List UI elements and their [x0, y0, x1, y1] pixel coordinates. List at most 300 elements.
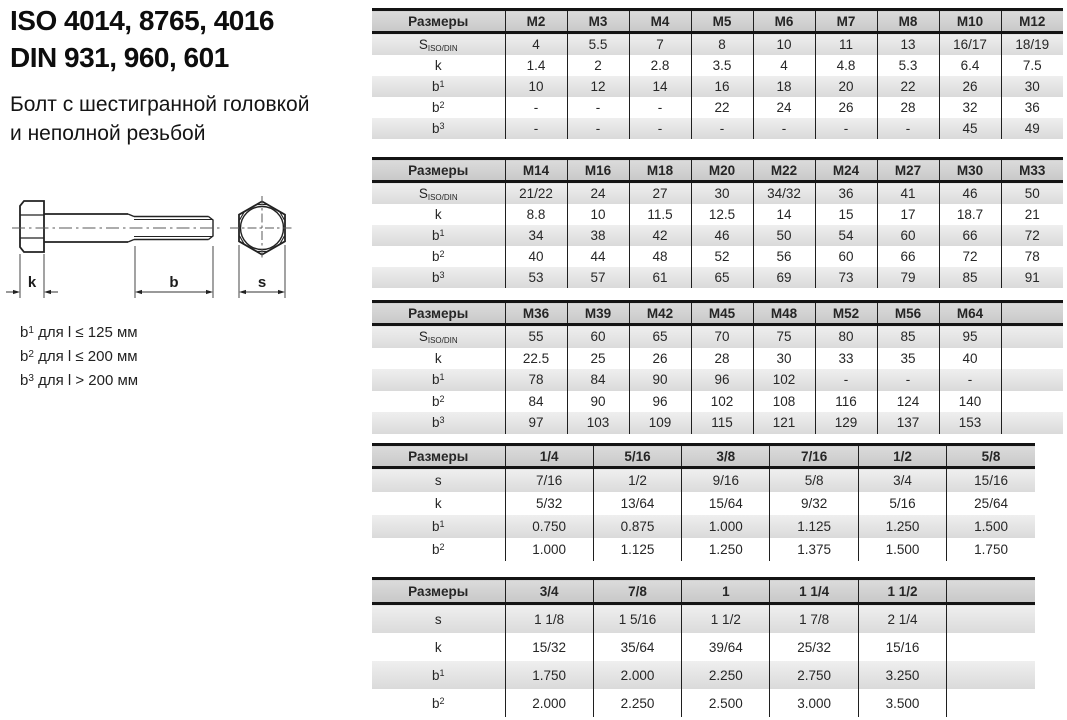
row-label: s — [372, 604, 505, 634]
table-row — [372, 348, 1063, 370]
row-label: $b^2$ — [431, 542, 445, 557]
value-cell: 26 — [815, 97, 877, 118]
value-cell: 1.500 — [858, 538, 946, 561]
value-cell: 80 — [815, 325, 877, 348]
row-label: $b^2$ — [431, 393, 445, 409]
value-cell: 22.5 — [505, 348, 567, 370]
product-subtitle — [10, 90, 309, 148]
value-cell: 22 — [877, 76, 939, 97]
value-cell: 3.250 — [858, 661, 946, 689]
b-arrowhead-left — [135, 290, 142, 294]
value-cell: 50 — [753, 225, 815, 246]
value-cell: 38 — [567, 225, 629, 246]
value-cell: 137 — [877, 412, 939, 434]
value-cell: 21/22 — [505, 182, 567, 205]
table-row — [372, 225, 1063, 246]
bolt-head-facet-lines — [20, 215, 44, 238]
value-cell: 129 — [815, 412, 877, 434]
value-cell: 17 — [877, 204, 939, 225]
bolt-head-outline — [20, 201, 44, 252]
value-cell: 124 — [877, 391, 939, 413]
value-cell: 73 — [815, 267, 877, 288]
value-cell: 69 — [753, 267, 815, 288]
value-cell: 1.750 — [947, 538, 1035, 561]
value-cell: 14 — [629, 76, 691, 97]
s-arrowhead-left — [239, 290, 246, 294]
value-cell: 21 — [1001, 204, 1063, 225]
value-cell: 11 — [815, 33, 877, 56]
value-cell: 1.375 — [770, 538, 858, 561]
empty-cell — [947, 661, 1035, 689]
standards-title-din: DIN 931, 960, 601 — [10, 42, 229, 73]
value-cell: - — [877, 369, 939, 391]
value-cell: 46 — [939, 182, 1001, 205]
row-label: $b^1$ — [372, 369, 505, 391]
value-cell: 10 — [753, 33, 815, 56]
table-row — [372, 76, 1063, 97]
value-cell: 6.4 — [939, 55, 1001, 76]
table-header-row — [372, 445, 1035, 468]
empty-cell — [1001, 369, 1063, 391]
value-cell: 60 — [815, 246, 877, 267]
row-label: $b^2$ — [431, 100, 445, 115]
value-cell: 65 — [691, 267, 753, 288]
column-header-1: 1 — [682, 579, 770, 604]
bolt-end-view — [230, 196, 294, 260]
row-label: $b^2$ — [431, 249, 445, 264]
value-cell: 20 — [815, 76, 877, 97]
value-cell: 109 — [629, 412, 691, 434]
value-cell: 1.500 — [947, 515, 1035, 538]
value-cell: 15/32 — [505, 633, 593, 661]
column-header-m22: M22 — [753, 159, 815, 182]
value-cell: - — [815, 118, 877, 139]
k-dim-label: k — [27, 274, 37, 291]
value-cell: 9/16 — [682, 468, 770, 493]
value-cell: - — [877, 118, 939, 139]
value-cell: 96 — [691, 369, 753, 391]
value-cell: 8.8 — [505, 204, 567, 225]
row-label: $b^3$ — [372, 412, 505, 434]
row-label: k — [434, 639, 442, 655]
table-row — [372, 55, 1063, 76]
column-header-m8: M8 — [877, 10, 939, 33]
value-cell: 22 — [691, 97, 753, 118]
value-cell: 115 — [691, 412, 753, 434]
value-cell: 40 — [939, 348, 1001, 370]
value-cell: 60 — [567, 325, 629, 348]
value-cell: 4 — [505, 33, 567, 56]
value-cell: - — [939, 369, 1001, 391]
table-row — [372, 369, 1063, 391]
value-cell: 70 — [691, 325, 753, 348]
table-corner-header: Размеры — [372, 10, 505, 33]
value-cell: 66 — [877, 246, 939, 267]
table-row — [372, 204, 1063, 225]
value-cell: 1/2 — [593, 468, 681, 493]
empty-cell — [1001, 348, 1063, 370]
value-cell: 34/32 — [753, 182, 815, 205]
value-cell: 5/8 — [770, 468, 858, 493]
value-cell: 90 — [567, 391, 629, 413]
value-cell: 95 — [939, 325, 1001, 348]
dimension-table-m36-m64 — [372, 300, 1063, 434]
column-header-m27: M27 — [877, 159, 939, 182]
s-dim-label: s — [257, 274, 267, 291]
value-cell: 116 — [815, 391, 877, 413]
row-label: $b^1$ — [372, 515, 505, 538]
value-cell: 5.3 — [877, 55, 939, 76]
table-row — [372, 391, 1063, 413]
column-header-7-16: 7/16 — [770, 445, 858, 468]
value-cell: 30 — [1001, 76, 1063, 97]
value-cell: 32 — [939, 97, 1001, 118]
value-cell: 75 — [753, 325, 815, 348]
value-cell: 8 — [691, 33, 753, 56]
column-header-1-1-2: 1 1/2 — [858, 579, 946, 604]
s-arrowhead-right — [278, 290, 285, 294]
value-cell: 48 — [629, 246, 691, 267]
value-cell: 35 — [877, 348, 939, 370]
row-label: $b^1$ — [372, 225, 505, 246]
value-cell: 2.250 — [682, 661, 770, 689]
value-cell: 54 — [815, 225, 877, 246]
value-cell: 50 — [1001, 182, 1063, 205]
value-cell: 85 — [939, 267, 1001, 288]
value-cell: 72 — [1001, 225, 1063, 246]
value-cell: 78 — [1001, 246, 1063, 267]
row-label: $b^2$ — [431, 695, 445, 711]
value-cell: 3.5 — [691, 55, 753, 76]
column-header-m52: M52 — [815, 302, 877, 325]
table-row — [372, 182, 1063, 205]
dimension-table-inch-large — [372, 577, 1035, 717]
value-cell: 1.4 — [505, 55, 567, 76]
value-cell: 36 — [1001, 97, 1063, 118]
table-row — [372, 118, 1063, 139]
value-cell: 26 — [939, 76, 1001, 97]
table-row — [372, 97, 1063, 118]
value-cell: 3.000 — [770, 689, 858, 717]
value-cell: 3/4 — [858, 468, 946, 493]
value-cell: 16/17 — [939, 33, 1001, 56]
column-header-1-4: 1/4 — [505, 445, 593, 468]
value-cell: 24 — [753, 97, 815, 118]
value-cell: 40 — [505, 246, 567, 267]
empty-cell — [947, 689, 1035, 717]
value-cell: 13/64 — [593, 492, 681, 515]
value-cell: 24 — [567, 182, 629, 205]
empty-column-header — [1001, 302, 1063, 325]
table-corner-header: Размеры — [372, 302, 505, 325]
value-cell: 1 1/8 — [505, 604, 593, 634]
column-header-3-8: 3/8 — [682, 445, 770, 468]
subtitle-line-2: и неполной резьбой — [10, 122, 206, 145]
value-cell: 5/16 — [858, 492, 946, 515]
table-row — [372, 689, 1035, 717]
value-cell: - — [815, 369, 877, 391]
note-line: $b^2$ для l ≤ 200 мм — [20, 348, 138, 365]
value-cell: 1.125 — [770, 515, 858, 538]
dimension-table-m14-m33 — [372, 157, 1063, 288]
dimension-b — [135, 246, 213, 298]
value-cell: 41 — [877, 182, 939, 205]
value-cell: 11.5 — [629, 204, 691, 225]
value-cell: 96 — [629, 391, 691, 413]
thread-length-notes — [20, 320, 138, 392]
value-cell: 7/16 — [505, 468, 593, 493]
table-row — [372, 33, 1063, 56]
value-cell: 4.8 — [815, 55, 877, 76]
row-label: $b^3$ — [372, 267, 505, 288]
column-header-m14: M14 — [505, 159, 567, 182]
value-cell: 18 — [753, 76, 815, 97]
value-cell: 42 — [629, 225, 691, 246]
row-label: $b^1$ — [372, 76, 505, 97]
value-cell: 102 — [691, 391, 753, 413]
value-cell: 3.500 — [858, 689, 946, 717]
value-cell: 1.750 — [505, 661, 593, 689]
value-cell: 56 — [753, 246, 815, 267]
value-cell: 85 — [877, 325, 939, 348]
value-cell: 30 — [753, 348, 815, 370]
table-row — [372, 412, 1063, 434]
value-cell: 2.000 — [593, 661, 681, 689]
column-header-m5: M5 — [691, 10, 753, 33]
row-label: k — [434, 350, 442, 366]
title-block — [10, 2, 274, 76]
value-cell: 90 — [629, 369, 691, 391]
value-cell: 2 — [567, 55, 629, 76]
value-cell: 1 7/8 — [770, 604, 858, 634]
row-label: $S_{ISO/DIN}$ — [372, 33, 505, 56]
value-cell: - — [691, 118, 753, 139]
value-cell: 27 — [629, 182, 691, 205]
table-corner-header: Размеры — [372, 159, 505, 182]
column-header-m64: M64 — [939, 302, 1001, 325]
column-header-m56: M56 — [877, 302, 939, 325]
row-label: $S_{ISO/DIN}$ — [372, 182, 505, 205]
b-dim-label: b — [169, 274, 179, 291]
value-cell: 7 — [629, 33, 691, 56]
subtitle-line-1: Болт с шестигранной головкой — [10, 93, 310, 116]
value-cell: 66 — [939, 225, 1001, 246]
value-cell: - — [629, 97, 691, 118]
value-cell: 1.250 — [682, 538, 770, 561]
bolt-technical-drawing — [0, 190, 320, 312]
value-cell: 33 — [815, 348, 877, 370]
value-cell: - — [567, 118, 629, 139]
dimension-table-inch-small — [372, 443, 1035, 561]
table-corner-header: Размеры — [372, 445, 505, 468]
column-header-m36: M36 — [505, 302, 567, 325]
value-cell: 25/64 — [947, 492, 1035, 515]
value-cell: 55 — [505, 325, 567, 348]
value-cell: 0.875 — [593, 515, 681, 538]
table-row — [372, 325, 1063, 348]
bolt-side-view — [12, 201, 222, 252]
column-header-5-16: 5/16 — [593, 445, 681, 468]
column-header-m16: M16 — [567, 159, 629, 182]
k-arrowhead-left — [13, 290, 20, 294]
column-header-5-8: 5/8 — [947, 445, 1035, 468]
value-cell: 1.000 — [505, 538, 593, 561]
b-arrowhead-right — [206, 290, 213, 294]
value-cell: 34 — [505, 225, 567, 246]
row-label: $b^1$ — [372, 661, 505, 689]
value-cell: 26 — [629, 348, 691, 370]
value-cell: 2.8 — [629, 55, 691, 76]
table-row — [372, 633, 1035, 661]
value-cell: 15 — [815, 204, 877, 225]
row-label: s — [372, 468, 505, 493]
column-header-m2: M2 — [505, 10, 567, 33]
value-cell: 7.5 — [1001, 55, 1063, 76]
value-cell: 84 — [505, 391, 567, 413]
row-label: k — [434, 207, 442, 222]
column-header-m30: M30 — [939, 159, 1001, 182]
column-header-m7: M7 — [815, 10, 877, 33]
note-line: $b^1$ для l ≤ 125 мм — [20, 324, 138, 341]
value-cell: - — [567, 97, 629, 118]
column-header-m10: M10 — [939, 10, 1001, 33]
row-label: $S_{ISO/DIN}$ — [372, 325, 505, 348]
value-cell: 2.500 — [682, 689, 770, 717]
value-cell: - — [505, 97, 567, 118]
empty-cell — [1001, 391, 1063, 413]
value-cell: 16 — [691, 76, 753, 97]
column-header-m20: M20 — [691, 159, 753, 182]
row-label: k — [434, 496, 442, 511]
table-row — [372, 492, 1035, 515]
value-cell: 30 — [691, 182, 753, 205]
table-row — [372, 468, 1035, 493]
table-row — [372, 515, 1035, 538]
column-header-m33: M33 — [1001, 159, 1063, 182]
value-cell: 1.125 — [593, 538, 681, 561]
value-cell: 13 — [877, 33, 939, 56]
column-header-m48: M48 — [753, 302, 815, 325]
column-header-m39: M39 — [567, 302, 629, 325]
column-header-m42: M42 — [629, 302, 691, 325]
value-cell: 61 — [629, 267, 691, 288]
value-cell: 15/16 — [858, 633, 946, 661]
dimension-k — [6, 254, 58, 298]
value-cell: 25 — [567, 348, 629, 370]
value-cell: 52 — [691, 246, 753, 267]
value-cell: 5/32 — [505, 492, 593, 515]
value-cell: 49 — [1001, 118, 1063, 139]
value-cell: 2.750 — [770, 661, 858, 689]
value-cell: - — [753, 118, 815, 139]
table-header-row — [372, 159, 1063, 182]
k-arrowhead-right — [44, 290, 51, 294]
column-header-7-8: 7/8 — [593, 579, 681, 604]
empty-cell — [1001, 325, 1063, 348]
value-cell: 9/32 — [770, 492, 858, 515]
value-cell: 4 — [753, 55, 815, 76]
value-cell: 5.5 — [567, 33, 629, 56]
value-cell: 10 — [567, 204, 629, 225]
row-label: $b^3$ — [372, 118, 505, 139]
table-header-row — [372, 10, 1063, 33]
empty-cell — [1001, 412, 1063, 434]
row-label: k — [434, 58, 442, 73]
column-header-m6: M6 — [753, 10, 815, 33]
column-header-m45: M45 — [691, 302, 753, 325]
empty-cell — [947, 633, 1035, 661]
value-cell: 1.000 — [682, 515, 770, 538]
value-cell: 0.750 — [505, 515, 593, 538]
value-cell: 12.5 — [691, 204, 753, 225]
value-cell: 1.250 — [858, 515, 946, 538]
dimension-table-m2-m12 — [372, 8, 1063, 139]
standards-title-iso: ISO 4014, 8765, 4016 — [10, 5, 274, 36]
value-cell: 14 — [753, 204, 815, 225]
value-cell: 108 — [753, 391, 815, 413]
column-header-1-2: 1/2 — [858, 445, 946, 468]
value-cell: 91 — [1001, 267, 1063, 288]
table-row — [372, 538, 1035, 561]
value-cell: 53 — [505, 267, 567, 288]
empty-cell — [947, 604, 1035, 634]
value-cell: 35/64 — [593, 633, 681, 661]
value-cell: 140 — [939, 391, 1001, 413]
value-cell: 25/32 — [770, 633, 858, 661]
value-cell: 39/64 — [682, 633, 770, 661]
column-header-m24: M24 — [815, 159, 877, 182]
table-corner-header: Размеры — [372, 579, 505, 604]
value-cell: 60 — [877, 225, 939, 246]
column-header-m4: M4 — [629, 10, 691, 33]
value-cell: 36 — [815, 182, 877, 205]
value-cell: 2 1/4 — [858, 604, 946, 634]
value-cell: 65 — [629, 325, 691, 348]
value-cell: 102 — [753, 369, 815, 391]
value-cell: 1 5/16 — [593, 604, 681, 634]
column-header-3-4: 3/4 — [505, 579, 593, 604]
column-header-m3: M3 — [567, 10, 629, 33]
value-cell: 18/19 — [1001, 33, 1063, 56]
value-cell: 97 — [505, 412, 567, 434]
value-cell: 46 — [691, 225, 753, 246]
value-cell: 12 — [567, 76, 629, 97]
value-cell: 45 — [939, 118, 1001, 139]
value-cell: 15/64 — [682, 492, 770, 515]
value-cell: - — [505, 118, 567, 139]
table-header-row — [372, 579, 1035, 604]
value-cell: 103 — [567, 412, 629, 434]
value-cell: 84 — [567, 369, 629, 391]
value-cell: 78 — [505, 369, 567, 391]
empty-column-header — [947, 579, 1035, 604]
value-cell: - — [629, 118, 691, 139]
value-cell: 15/16 — [947, 468, 1035, 493]
value-cell: 121 — [753, 412, 815, 434]
value-cell: 28 — [877, 97, 939, 118]
column-header-m18: M18 — [629, 159, 691, 182]
value-cell: 1 1/2 — [682, 604, 770, 634]
value-cell: 79 — [877, 267, 939, 288]
table-row — [372, 246, 1063, 267]
column-header-m12: M12 — [1001, 10, 1063, 33]
value-cell: 10 — [505, 76, 567, 97]
table-row — [372, 267, 1063, 288]
value-cell: 153 — [939, 412, 1001, 434]
value-cell: 18.7 — [939, 204, 1001, 225]
table-row — [372, 661, 1035, 689]
table-row — [372, 604, 1035, 634]
